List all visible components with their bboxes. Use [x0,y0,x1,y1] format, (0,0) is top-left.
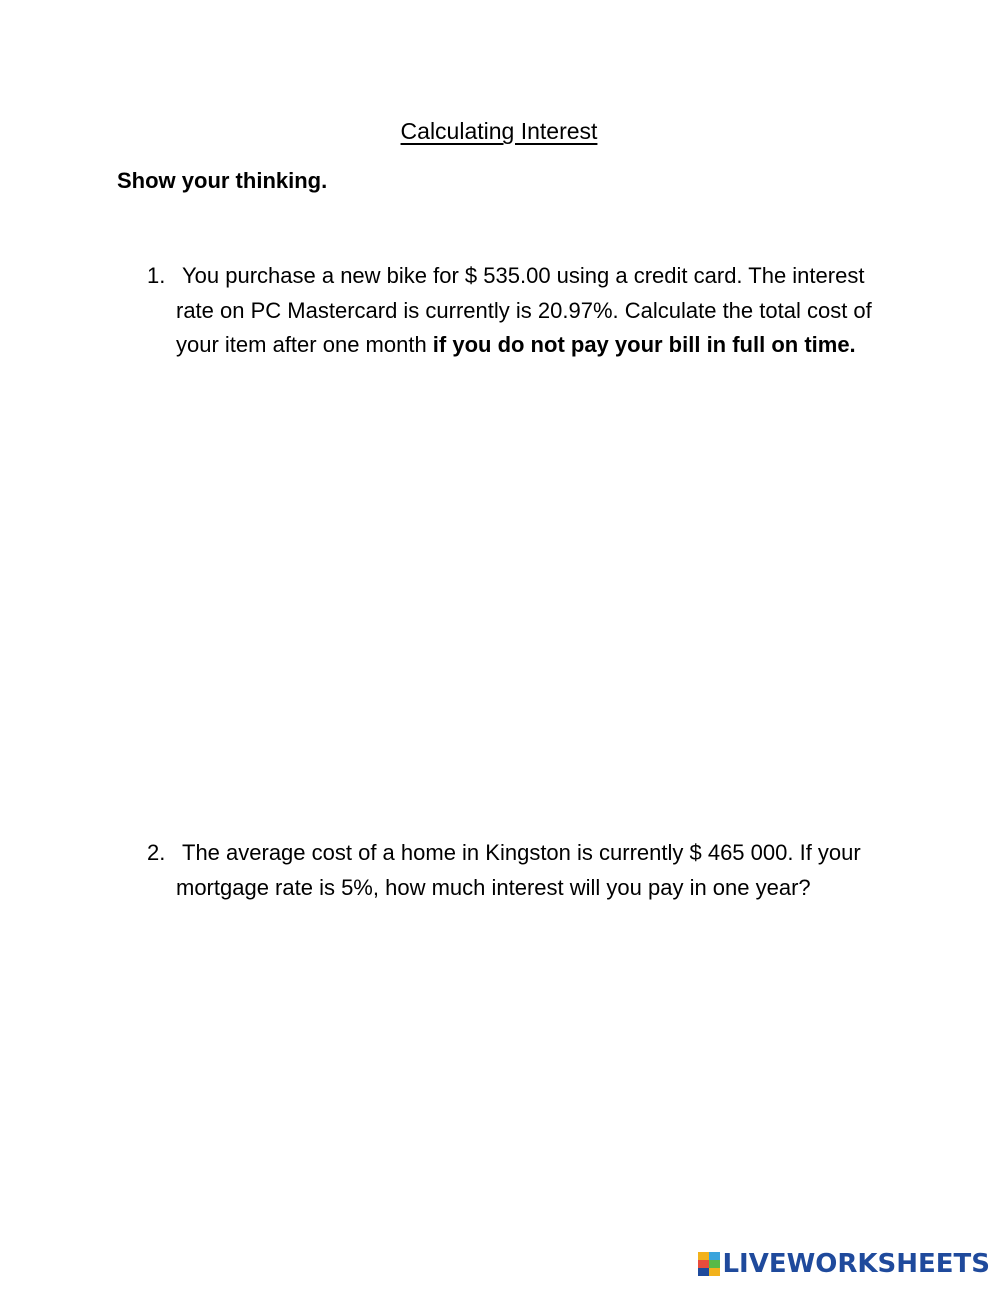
question-number: 2. [147,840,166,865]
question-text-plain: You purchase a new bike for $ 535.00 using a credit card. The interest rate on PC Mastercard is currently is 20.97%. Calculate the total cost of your item after one month [176,263,872,357]
question-1 [147,259,907,363]
instruction-text: Show your thinking. [117,168,328,193]
question-text [176,259,907,363]
liveworksheets-logo-icon [698,1252,720,1276]
question-number: 1. [147,263,166,288]
question-text-plain: The average cost of a home in Kingston is currently $ 465 000. If your mortgage rate is 5%, how much interest will you pay in one year? [176,840,861,900]
brand-name: LIVEWORKSHEETS [722,1249,990,1279]
page-title: Calculating Interest [400,118,598,144]
question-text-bold: if you do not pay your bill in full on time. [432,332,856,357]
liveworksheets-branding[interactable] [698,1249,990,1279]
question-2 [147,836,907,905]
question-text [176,836,907,905]
